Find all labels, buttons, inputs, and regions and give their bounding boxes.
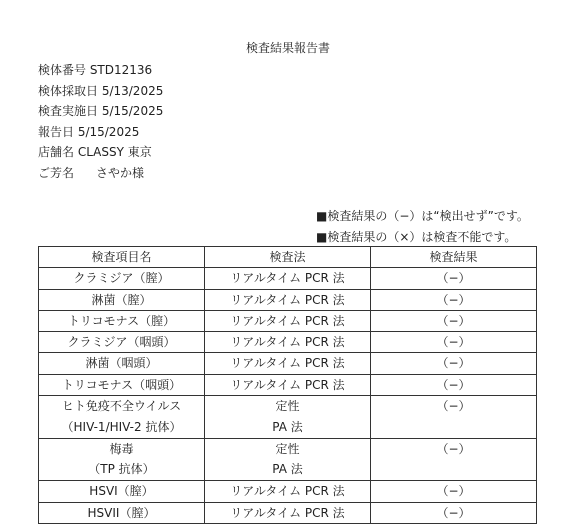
table-row — [39, 502, 537, 523]
table-header-row — [39, 247, 537, 268]
table-row — [39, 310, 537, 331]
test-item: 淋菌（咽頭） — [39, 353, 205, 374]
table-row — [39, 374, 537, 395]
table-row — [39, 289, 537, 310]
test-method-line: 定性 — [275, 399, 300, 414]
note-invalid: ■検査結果の（×）は検査不能です。 — [316, 229, 517, 244]
test-item: クラミジア（咽頭） — [39, 332, 205, 353]
test-item-line: （HIV-1/HIV-2 抗体） — [61, 419, 182, 434]
test-method — [205, 438, 371, 481]
table-row — [39, 353, 537, 374]
results-table — [38, 246, 537, 524]
test-result — [371, 438, 537, 481]
test-result-line: （−） — [436, 441, 471, 456]
table-row — [39, 268, 537, 289]
test-method: リアルタイム PCR 法 — [205, 310, 371, 331]
test-item: トリコモナス（咽頭） — [39, 374, 205, 395]
test-date: 検査実施日 5/15/2025 — [38, 104, 164, 119]
test-method-line: 定性 — [275, 441, 300, 456]
specimen-number: 検体番号 STD12136 — [38, 63, 153, 77]
header-test-item: 検査項目名 — [39, 247, 205, 268]
store-name: 店舗名 CLASSY 東京 — [38, 145, 152, 160]
test-item: HSVII（膣） — [39, 502, 205, 523]
test-item-line: （TP 抗体） — [88, 462, 155, 477]
test-item — [39, 396, 205, 439]
test-result: （−） — [371, 289, 537, 310]
table-row — [39, 438, 537, 481]
result-notes — [316, 208, 529, 249]
collection-date: 検体採取日 5/13/2025 — [38, 83, 164, 98]
table-row — [39, 332, 537, 353]
test-item: 淋菌（膣） — [39, 289, 205, 310]
test-method: リアルタイム PCR 法 — [205, 353, 371, 374]
report-date: 報告日 5/15/2025 — [38, 124, 140, 139]
test-method: リアルタイム PCR 法 — [205, 374, 371, 395]
test-method-line: PA 法 — [272, 419, 303, 434]
test-method: リアルタイム PCR 法 — [205, 289, 371, 310]
test-item: HSVI（膣） — [39, 481, 205, 502]
specimen-info — [38, 62, 163, 186]
test-method: リアルタイム PCR 法 — [205, 502, 371, 523]
test-method: リアルタイム PCR 法 — [205, 268, 371, 289]
customer-line — [38, 165, 163, 186]
test-result: （−） — [371, 481, 537, 502]
test-result: （−） — [371, 310, 537, 331]
test-result: （−） — [371, 353, 537, 374]
test-item-line: 梅毒 — [109, 441, 134, 456]
test-result: （−） — [371, 268, 537, 289]
test-item-line: ヒト免疫不全ウイルス — [61, 399, 182, 414]
customer-name: さやか様 — [96, 165, 145, 180]
customer-label: ご芳名 — [38, 165, 75, 180]
test-item: クラミジア（膣） — [39, 268, 205, 289]
test-item: トリコモナス（膣） — [39, 310, 205, 331]
note-negative: ■検査結果の（−）は“検出せず”です。 — [316, 209, 529, 223]
test-method: リアルタイム PCR 法 — [205, 332, 371, 353]
test-item — [39, 438, 205, 481]
header-method: 検査法 — [205, 247, 371, 268]
test-result-line: （−） — [436, 399, 471, 414]
table-row — [39, 481, 537, 502]
test-result — [371, 396, 537, 439]
test-method: リアルタイム PCR 法 — [205, 481, 371, 502]
header-result: 検査結果 — [371, 247, 537, 268]
test-result: （−） — [371, 332, 537, 353]
report-title: 検査結果報告書 — [245, 41, 330, 55]
test-method — [205, 396, 371, 439]
test-result: （−） — [371, 502, 537, 523]
table-row — [39, 396, 537, 439]
test-method-line: PA 法 — [272, 462, 303, 477]
test-result: （−） — [371, 374, 537, 395]
